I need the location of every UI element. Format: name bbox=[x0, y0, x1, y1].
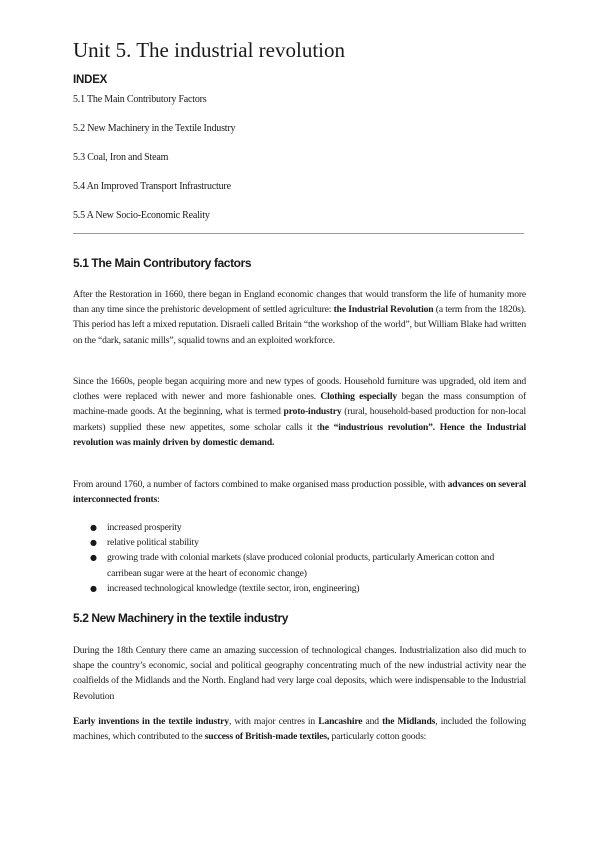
index-item-5-5[interactable]: 5.5 A New Socio-Economic Reality bbox=[73, 210, 210, 221]
list-item: ● increased technological knowledge (textile sector, iron, engineering) bbox=[73, 581, 526, 596]
index-item-5-2[interactable]: 5.2 New Machinery in the Textile Industry bbox=[73, 123, 236, 134]
section-title-5-2: 5.2 New Machinery in the textile industry bbox=[73, 611, 288, 625]
paragraph-consumption: Since the 1660s, people began acquiring more and new types of goods. Household furniture was upgraded, old item and clothes were replaced with newer and more fashionable ones. Clothing especially began the mass consumption of machine-made goods. At the beginning, what is termed proto-industry (rural, household-based production for non-local markets) supplied these new appetites, some scholar calls it the “industrious revolution”. Hence the Industrial revolution was mainly driven by domestic demand. bbox=[73, 376, 527, 448]
bullet-icon: ● bbox=[90, 523, 97, 532]
bullet-icon: ● bbox=[90, 553, 97, 563]
list-item: ● relative political stability bbox=[73, 535, 526, 550]
index-item-5-1[interactable]: 5.1 The Main Contributory Factors bbox=[73, 94, 207, 105]
list-item: ● growing trade with colonial markets (slave produced colonial products, particularly American cotton and carribean sugar were at the heart of economic change) bbox=[90, 552, 495, 579]
paragraph-textile-inventions: Early inventions in the textile industry, with major centres in Lancashire and the Midlands, included the following machines, which contributed to the success of British-made textiles, particularly cotton goods: bbox=[73, 716, 526, 743]
list-item: ● increased prosperity bbox=[73, 520, 526, 535]
index-item-5-3[interactable]: 5.3 Coal, Iron and Steam bbox=[73, 152, 169, 163]
paragraph-factors: From around 1760, a number of factors combined to make organised mass production possible, with advances on several interconnected fronts: bbox=[73, 479, 526, 506]
factors-list bbox=[73, 520, 526, 596]
bullet-icon: ● bbox=[90, 538, 97, 548]
paragraph-technological-changes: During the 18th Century there came an amazing succession of technological changes. Industrialization also did much to shape the country’s economic, social and political geography concentrating much of the new industrial activity near the coalfields of the Midlands and the North. England had very large coal deposits, which were indispensable to the Industrial Revolution bbox=[73, 645, 526, 702]
section-title-5-1: 5.1 The Main Contributory factors bbox=[73, 256, 252, 270]
divider-line bbox=[73, 233, 524, 234]
index-heading: INDEX bbox=[73, 74, 108, 86]
index-item-5-4[interactable]: 5.4 An Improved Transport Infrastructure bbox=[73, 181, 231, 192]
paragraph-restoration: After the Restoration in 1660, there began in England economic changes that would transform the life of humanity more than any time since the prehistoric development of settled agriculture: the Industrial Revolution (a term from the 1820s). This period has left a mixed reputation. Disraeli called Britain “the workshop of the world”, but William Blake had written on the “dark, satanic mills”, squalid towns and an exploited workforce. bbox=[73, 289, 526, 346]
page-title: Unit 5. The industrial revolution bbox=[73, 38, 345, 62]
bullet-icon: ● bbox=[90, 583, 97, 593]
